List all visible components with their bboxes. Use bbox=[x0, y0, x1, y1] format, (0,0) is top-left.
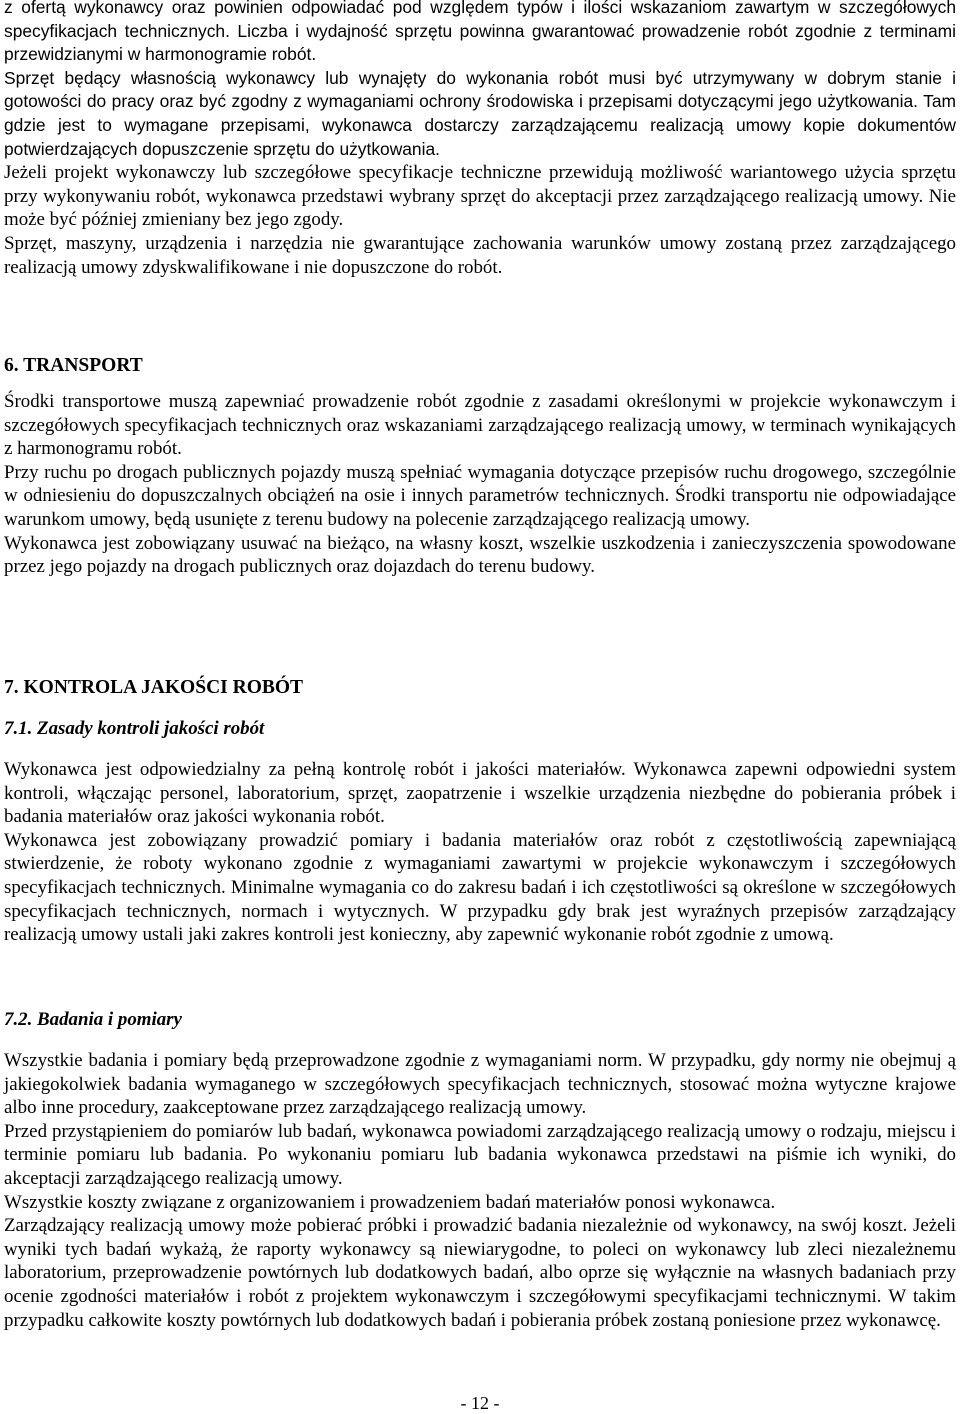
paragraph: Jeżeli projekt wykonawczy lub szczegółowe specyfikacje techniczne przewidują możliwość wariantowego użycia sprzętu przy wykonywaniu robót, wykonawca przedstawi wybrany sprzęt do akceptacji przez zarządzającego realizacją umowy. Nie może być później zmieniany bez jego zgody. bbox=[4, 162, 956, 231]
section-transport bbox=[4, 354, 956, 579]
subsection-title: 7.1. Zasady kontroli jakości robót bbox=[4, 718, 265, 739]
equipment-section bbox=[4, 0, 956, 279]
subsection-title: 7.2. Badania i pomiary bbox=[4, 1009, 182, 1030]
paragraph: Sprzęt będący własnością wykonawcy lub wynajęty do wykonania robót musi być utrzymywany w dobrym stanie i gotowości do pracy oraz być zgodny z wymaganiami ochrony środowiska i przepisami dotyczącymi jego użytkowania. Tam gdzie jest to wymagane przepisami, wykonawca dostarczy zarządzającemu realizacją umowy kopie dokumentów potwierdzających dopuszczenie sprzętu do użytkowania. bbox=[4, 67, 956, 159]
paragraph: Przy ruchu po drogach publicznych pojazdy muszą spełniać wymagania dotyczące przepisów ruchu drogowego, szczególnie w odniesieniu do dopuszczalnych obciążeń na osie i innych parametrów technicznych. Środki transportu nie odpowiadające warunkom umowy, będą usunięte z terenu budowy na polecenie zarządzającego realizacją umowy. bbox=[4, 461, 956, 530]
paragraph: Wykonawca jest odpowiedzialny za pełną kontrolę robót i jakości materiałów. Wykonawca zapewni odpowiedni system kontroli, włączając personel, laboratorium, sprzęt, zaopatrzenie i wszelkie urządzenia niezbędne do pobierania próbek i badania materiałów oraz jakości wykonania robót. bbox=[4, 759, 956, 828]
subsection-tests bbox=[4, 1008, 956, 1332]
paragraph: z ofertą wykonawcy oraz powinien odpowiadać pod względem typów i ilości wskazaniom zawartym w szczegółowych specyfikacjach technicznych. Liczba i wydajność sprzętu powinna gwarantować prowadzenie robót zgodnie z terminami przewidzianymi w harmonogramie robót. bbox=[4, 0, 956, 65]
section-heading: 6. TRANSPORT bbox=[4, 355, 143, 376]
paragraph: Wszystkie koszty związane z organizowaniem i prowadzeniem badań materiałów ponosi wykonawca. bbox=[4, 1191, 776, 1213]
paragraph: Zarządzający realizacją umowy może pobierać próbki i prowadzić badania niezależnie od wykonawcy, na swój koszt. Jeżeli wyniki tych badań wykażą, że raporty wykonawcy są niewiarygodne, to poleci on wykonawcy lub zleci niezależnemu laboratorium, przeprowadzenie powtórnych lub dodatkowych badań, albo oprze się wyłącznie na własnych badaniach przy ocenie zgodności materiałów i robót z projektem wykonawczym i szczegółowymi specyfikacjami technicznymi. W takim przypadku całkowite koszty powtórnych lub dodatkowych badań i pobierania próbek zostaną poniesione przez wykonawcę. bbox=[4, 1215, 956, 1331]
paragraph: Wszystkie badania i pomiary będą przeprowadzone zgodnie z wymaganiami norm. W przypadku, gdy normy nie obejmuj ą jakiegokolwiek badania wymaganego w szczegółowych specyfikacjach technicznych, stosować można wytyczne krajowe albo inne procedury, zaakceptowane przez zarządzającego realizacją umowy. bbox=[4, 1050, 956, 1119]
paragraph: Sprzęt, maszyny, urządzenia i narzędzia nie gwarantujące zachowania warunków umowy zostaną przez zarządzającego realizacją umowy zdyskwalifikowane i nie dopuszczone do robót. bbox=[4, 232, 956, 278]
section-heading: 7. KONTROLA JAKOŚCI ROBÓT bbox=[4, 677, 304, 698]
section-quality-control bbox=[4, 676, 956, 947]
paragraph: Wykonawca jest zobowiązany prowadzić pomiary i badania materiałów oraz robót z częstotliwością zapewniającą stwierdzenie, że roboty wykonano zgodnie z wymaganiami zawartymi w projekcie wykonawczym i szczegółowych specyfikacjach technicznych. Minimalne wymagania co do zakresu badań i ich częstotliwości są określone w szczegółowych specyfikacjach technicznych, normach i wytycznych. W przypadku gdy brak jest wyraźnych przepisów zarządzający realizacją umowy ustali jaki zakres kontroli jest konieczny, aby zapewnić wykonanie robót zgodnie z umową. bbox=[4, 829, 956, 946]
paragraph: Przed przystąpieniem do pomiarów lub badań, wykonawca powiadomi zarządzającego realizacją umowy o rodzaju, miejscu i terminie pomiaru lub badania. Po wykonaniu pomiaru lub badania wykonawca przedstawi na piśmie ich wyniki, do akceptacji zarządzającego realizacją umowy. bbox=[4, 1120, 956, 1189]
paragraph: Środki transportowe muszą zapewniać prowadzenie robót zgodnie z zasadami określonymi w projekcie wykonawczym i szczegółowych specyfikacjach technicznych oraz wskazaniami zarządzającego realizacją umowy, w terminach wynikających z harmonogramu robót. bbox=[4, 391, 956, 460]
page-number: - 12 - bbox=[460, 1393, 500, 1413]
paragraph: Wykonawca jest zobowiązany usuwać na bieżąco, na własny koszt, wszelkie uszkodzenia i zanieczyszczenia spowodowane przez jego pojazdy na drogach publicznych oraz dojazdach do terenu budowy. bbox=[4, 532, 956, 578]
